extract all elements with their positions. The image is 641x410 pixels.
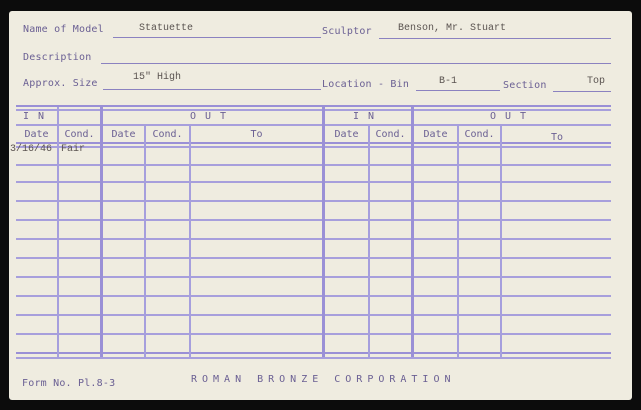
col-header-date: Date	[423, 129, 448, 140]
col-header-cond: Cond.	[64, 129, 95, 140]
col-divider	[189, 124, 191, 357]
row-line	[16, 238, 611, 240]
company-name: ROMAN BRONZE CORPORATION	[191, 374, 456, 385]
approx-size-value: 15" High	[133, 72, 182, 83]
table-bottom-rule-2	[16, 357, 611, 359]
size-underline	[103, 89, 321, 90]
section-label: Section	[503, 80, 547, 91]
description-underline	[101, 63, 611, 64]
sculptor-underline	[379, 38, 611, 39]
section-underline	[553, 91, 611, 92]
col-divider	[368, 124, 370, 357]
group-in-1-header: IN	[22, 111, 54, 122]
section-value: Top	[587, 76, 606, 87]
col-header-date: Date	[334, 129, 359, 140]
sculptor-value: Benson, Mr. Stuart	[398, 23, 507, 34]
group-header-rule	[16, 124, 611, 126]
group-in-2-header: IN	[352, 111, 384, 122]
form-number: Form No. Pl.8-3	[22, 378, 116, 389]
approx-size-label: Approx. Size	[23, 78, 98, 89]
row-line	[16, 200, 611, 202]
column-header-rule-2	[16, 146, 611, 148]
name-of-model-value: Statuette	[139, 23, 194, 34]
group-divider	[322, 107, 325, 357]
group-out-1-header: OUT	[189, 111, 236, 122]
col-header-date: Date	[24, 129, 49, 140]
col-divider	[500, 124, 502, 357]
location-bin-value: B-1	[439, 76, 458, 87]
row-line	[16, 219, 611, 221]
row-line	[16, 164, 611, 166]
row-1-date: 3/16/46	[10, 144, 53, 155]
col-header-cond: Cond.	[152, 129, 183, 140]
row-line	[16, 333, 611, 335]
col-header-cond: Cond.	[375, 129, 406, 140]
group-out-2-header: OUT	[489, 111, 536, 122]
col-divider	[57, 107, 59, 357]
group-divider	[100, 107, 103, 357]
group-divider	[411, 107, 414, 357]
location-bin-label: Location - Bin	[322, 79, 410, 90]
col-header-to: To	[550, 132, 564, 143]
sculptor-label: Sculptor	[322, 26, 372, 37]
row-1-cond: Fair	[61, 144, 86, 155]
table-bottom-rule	[16, 352, 611, 354]
location-underline	[416, 90, 500, 91]
name-underline	[113, 37, 321, 38]
col-divider	[457, 124, 459, 357]
col-header-date: Date	[111, 129, 136, 140]
table-top-rule	[16, 105, 611, 107]
row-line	[16, 295, 611, 297]
col-divider	[144, 124, 146, 357]
row-line	[16, 181, 611, 183]
description-label: Description	[23, 52, 92, 63]
col-header-to: To	[250, 129, 263, 140]
col-header-cond: Cond.	[464, 129, 495, 140]
row-line	[16, 257, 611, 259]
row-line	[16, 314, 611, 316]
record-card	[9, 11, 632, 400]
row-line	[16, 276, 611, 278]
name-of-model-label: Name of Model	[23, 24, 104, 35]
